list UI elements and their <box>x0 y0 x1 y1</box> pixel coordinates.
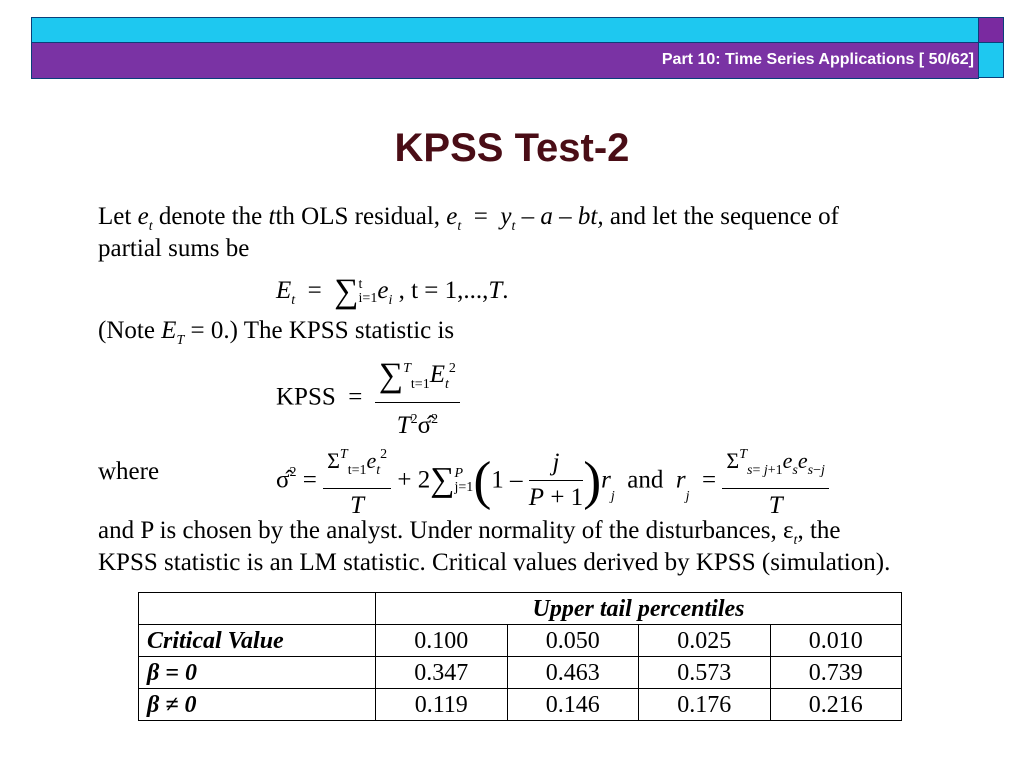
note-line: (Note $E_T = 0$.) The KPSS statistic is <box>98 317 455 348</box>
header-bar <box>31 42 979 79</box>
table-row <box>139 657 902 689</box>
table-header: Upper tail percentiles <box>376 593 902 625</box>
header-corner-square <box>978 42 1004 78</box>
header-accent-bar <box>31 17 979 43</box>
paragraph-line-1: and P is chosen by the analyst. Under normality of the disturbances, $\varepsilon_t$, the <box>98 517 841 548</box>
slide-title: KPSS Test-2 <box>394 126 630 170</box>
row-label: β ≠ 0 <box>139 689 376 721</box>
partial-sum-equation: $E_t$ = ∑ t i=1 $e_i$ , t = 1,...,T. <box>276 273 509 310</box>
table-cell: 0.347 <box>376 657 508 689</box>
row-label: β = 0 <box>139 657 376 689</box>
table-cell: 0.176 <box>639 689 771 721</box>
table-header-row <box>139 593 902 625</box>
table-row <box>139 689 902 721</box>
sigma-formula: σ̂$^2$ = $\frac{\Sigma^T_{t=1}e_t^2}{T}$ + 2∑ P j=1 (1 – $\frac{j}{P + 1}$ )$r_j$ and $r_j$ = $\frac{\Sigma^T_{s= j+1}e_se_{s-j}}{T}$ <box>276 438 829 523</box>
table-cell: 0.739 <box>770 657 902 689</box>
table-cell: 0.100 <box>376 625 508 657</box>
table-cell: 0.463 <box>507 657 639 689</box>
definition-line-1: Let $e_t$ denote the tth OLS residual, $e_t = y_t - a$ – bt, and let the sequence of <box>98 203 839 234</box>
definition-line-2: partial sums be <box>98 235 250 262</box>
header-label: Part 10: Time Series Applications [ 50/62] <box>661 51 974 68</box>
table-cell: 0.119 <box>376 689 508 721</box>
table-cell: 0.010 <box>770 625 902 657</box>
where-label: where <box>98 458 160 485</box>
table-cell: 0.146 <box>507 689 639 721</box>
table-cell: 0.050 <box>507 625 639 657</box>
kpss-formula: KPSS = $\frac{\sum^T_{t=1}E_t^2}{T^2\sigmâ^2}$ <box>276 352 460 443</box>
table-corner-cell <box>139 593 376 625</box>
paragraph-line-2: KPSS statistic is an LM statistic. Critical values derived by KPSS (simulation). <box>98 549 891 576</box>
table-cell: 0.025 <box>639 625 771 657</box>
header-accent-square <box>978 17 1004 42</box>
table-cell: 0.216 <box>770 689 902 721</box>
critical-values-table <box>138 592 902 721</box>
table-cell: 0.573 <box>639 657 771 689</box>
table-row <box>139 625 902 657</box>
row-label: Critical Value <box>139 625 376 657</box>
